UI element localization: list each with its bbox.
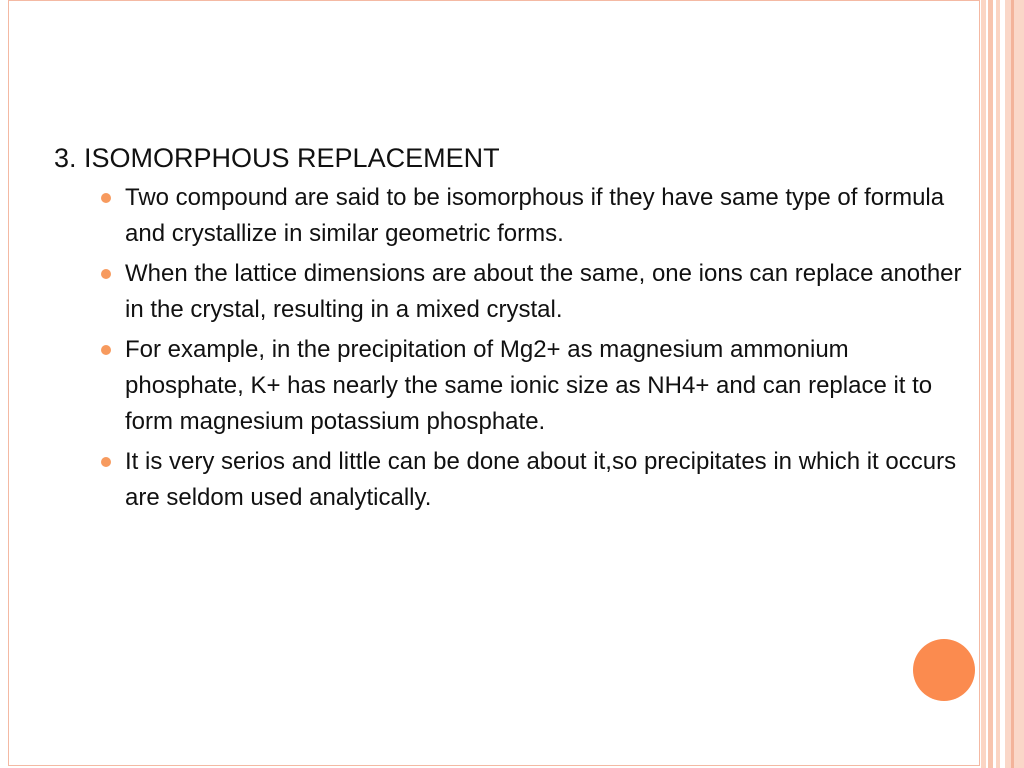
bullet-text: It is very serios and little can be done about it,so precipitates in which it occurs are seldom used analytically. [125,448,957,511]
bullet-dot-icon [101,269,111,279]
decorative-stripe [996,0,1000,768]
bullet-item [54,332,964,440]
slide-content [54,140,964,520]
bullet-text: Two compound are said to be isomorphous if they have same type of formula and crystallize in similar geometric forms. [125,184,945,247]
decorative-stripe [981,0,986,768]
bullet-list [54,180,964,516]
bullet-dot-icon [101,457,111,467]
bullet-dot-icon [101,345,111,355]
bullet-item [54,444,964,516]
decorative-stripe [988,0,993,768]
bullet-text: When the lattice dimensions are about the same, one ions can replace another in the crystal, resulting in a mixed crystal. [125,260,962,323]
bullet-item [54,180,964,252]
bullet-text: For example, in the precipitation of Mg2+ as magnesium ammonium phosphate, K+ has nearly the same ionic size as NH4+ and can replace it to form magnesium potassium phosphate. [125,336,933,435]
slide-heading: 3. ISOMORPHOUS REPLACEMENT [54,143,500,173]
bullet-dot-icon [101,193,111,203]
decorative-circle [913,639,975,701]
decorative-stripe [1005,0,1024,768]
bullet-item [54,256,964,328]
decorative-stripe [1011,0,1014,768]
